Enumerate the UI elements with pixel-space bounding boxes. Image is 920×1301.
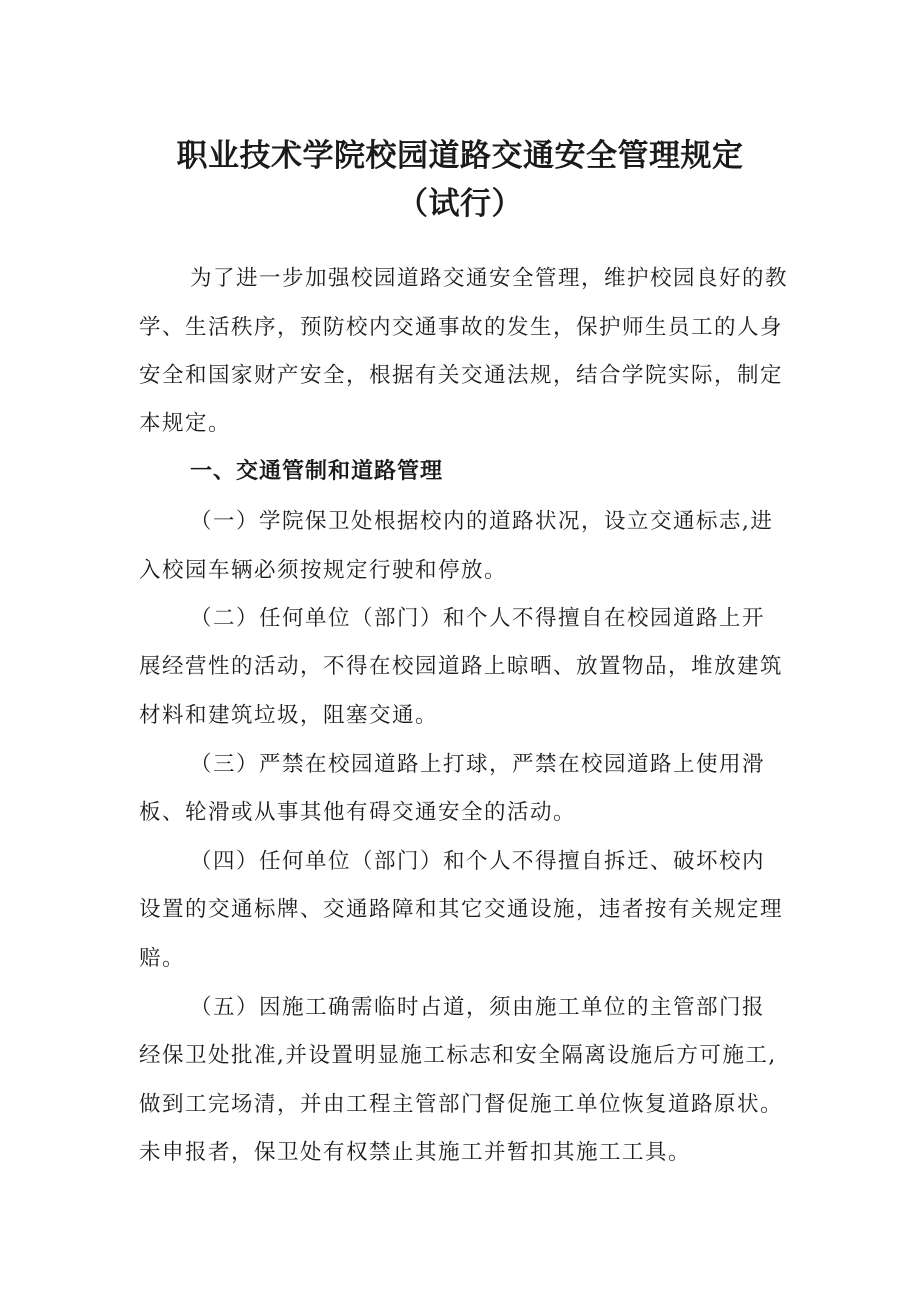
- item-5-line: 做到工完场清，并由工程主管部门督促施工单位恢复道路原状。: [139, 1092, 784, 1117]
- intro-line: 为了进一步加强校园道路交通安全管理，维护校园良好的教: [190, 266, 789, 291]
- document-subtitle: （试行）: [397, 186, 523, 222]
- item-1-line: 入校园车辆必须按规定行驶和停放。: [139, 558, 508, 583]
- intro-line: 学、生活秩序，预防校内交通事故的发生，保护师生员工的人身: [139, 315, 784, 340]
- item-2-line: 材料和建筑垃圾，阻塞交通。: [139, 703, 439, 728]
- item-4-line: 设置的交通标牌、交通路障和其它交通设施，违者按有关规定理: [139, 897, 784, 922]
- item-5-line: 未申报者，保卫处有权禁止其施工并暂扣其施工工具。: [139, 1140, 692, 1165]
- item-2-line: 展经营性的活动，不得在校园道路上晾晒、放置物品，堆放建筑: [139, 654, 784, 679]
- item-5-line: （五）因施工确需临时占道，须由施工单位的主管部门报: [190, 995, 766, 1020]
- item-5-line: 经保卫处批准,并设置明显施工标志和安全隔离设施后方可施工,: [139, 1043, 777, 1068]
- section-heading: 一、交通管制和道路管理: [190, 459, 444, 484]
- item-3-line: 板、轮滑或从事其他有碍交通安全的活动。: [139, 800, 577, 825]
- document-title: 职业技术学院校园道路交通安全管理规定: [176, 138, 744, 174]
- item-2-line: （二）任何单位（部门）和个人不得擅自在校园道路上开: [190, 606, 766, 631]
- intro-line: 安全和国家财产安全，根据有关交通法规，结合学院实际，制定: [139, 363, 784, 388]
- item-1-line: （一）学院保卫处根据校内的道路状况，设立交通标志,进: [190, 509, 774, 534]
- item-4-line: （四）任何单位（部门）和个人不得擅自拆迁、破坏校内: [190, 849, 766, 874]
- item-4-line: 赔。: [139, 946, 186, 971]
- intro-line: 本规定。: [139, 411, 232, 436]
- item-3-line: （三）严禁在校园道路上打球，严禁在校园道路上使用滑: [190, 752, 766, 777]
